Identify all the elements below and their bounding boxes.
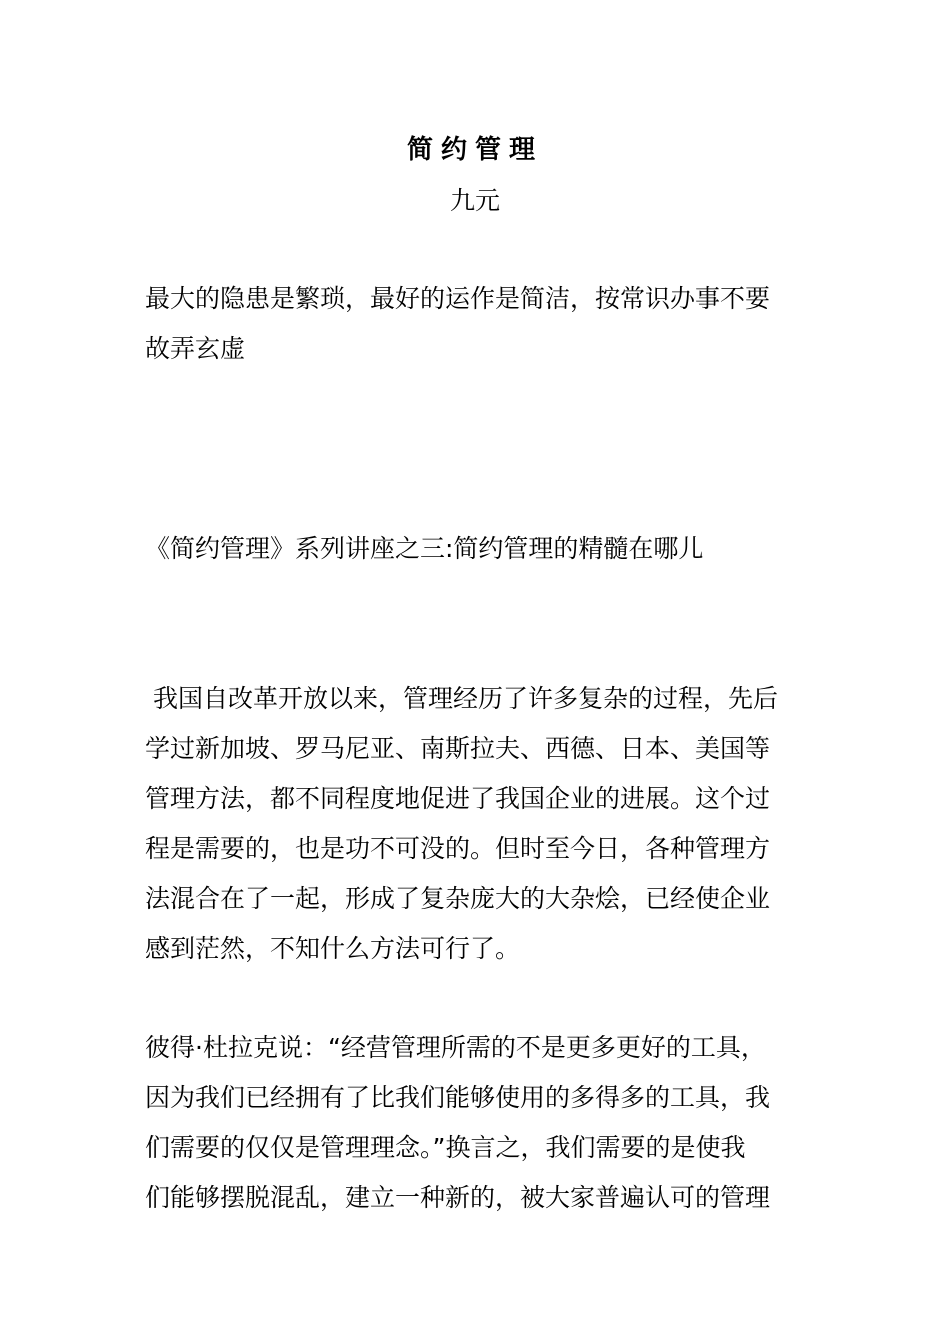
paragraph-line: 学过新加坡、罗马尼亚、南斯拉夫、西德、日本、美国等 — [145, 734, 771, 763]
document-subtitle — [145, 274, 810, 374]
subtitle-line: 故弄玄虚 — [145, 334, 246, 363]
paragraph-line: 感到茫然，不知什么方法可行了。 — [145, 934, 521, 963]
paragraph-line: 法混合在了一起，形成了复杂庞大的大杂烩，已经使企业 — [145, 884, 771, 913]
paragraph-2 — [145, 1023, 810, 1223]
paragraph-line: 我国自改革开放以来，管理经历了许多复杂的过程，先后 — [145, 684, 778, 713]
paragraph-line: 们能够摆脱混乱，建立一种新的，被大家普遍认可的管理 — [145, 1183, 771, 1212]
paragraph-line: 管理方法，都不同程度地促进了我国企业的进展。这个过 — [145, 784, 771, 813]
paragraph-line: 们需要的仅仅是管理理念。”换言之，我们需要的是使我 — [145, 1133, 746, 1162]
series-title — [145, 524, 810, 574]
paragraph-1 — [145, 674, 810, 974]
paragraph-line: 程是需要的，也是功不可没的。但时至今日，各种管理方 — [145, 834, 771, 863]
subtitle-line: 最大的隐患是繁琐，最好的运作是简洁，按常识办事不要 — [145, 284, 771, 313]
paragraph-line: 因为我们已经拥有了比我们能够使用的多得多的工具，我 — [145, 1083, 771, 1112]
paragraph-line: 彼得·杜拉克说：“经营管理所需的不是更多更好的工具， — [145, 1033, 766, 1062]
document-title: 简约管理 — [406, 135, 543, 165]
document-author: 九元 — [449, 186, 500, 215]
series-title-text: 《简约管理》系列讲座之三:简约管理的精髓在哪儿 — [145, 534, 704, 563]
